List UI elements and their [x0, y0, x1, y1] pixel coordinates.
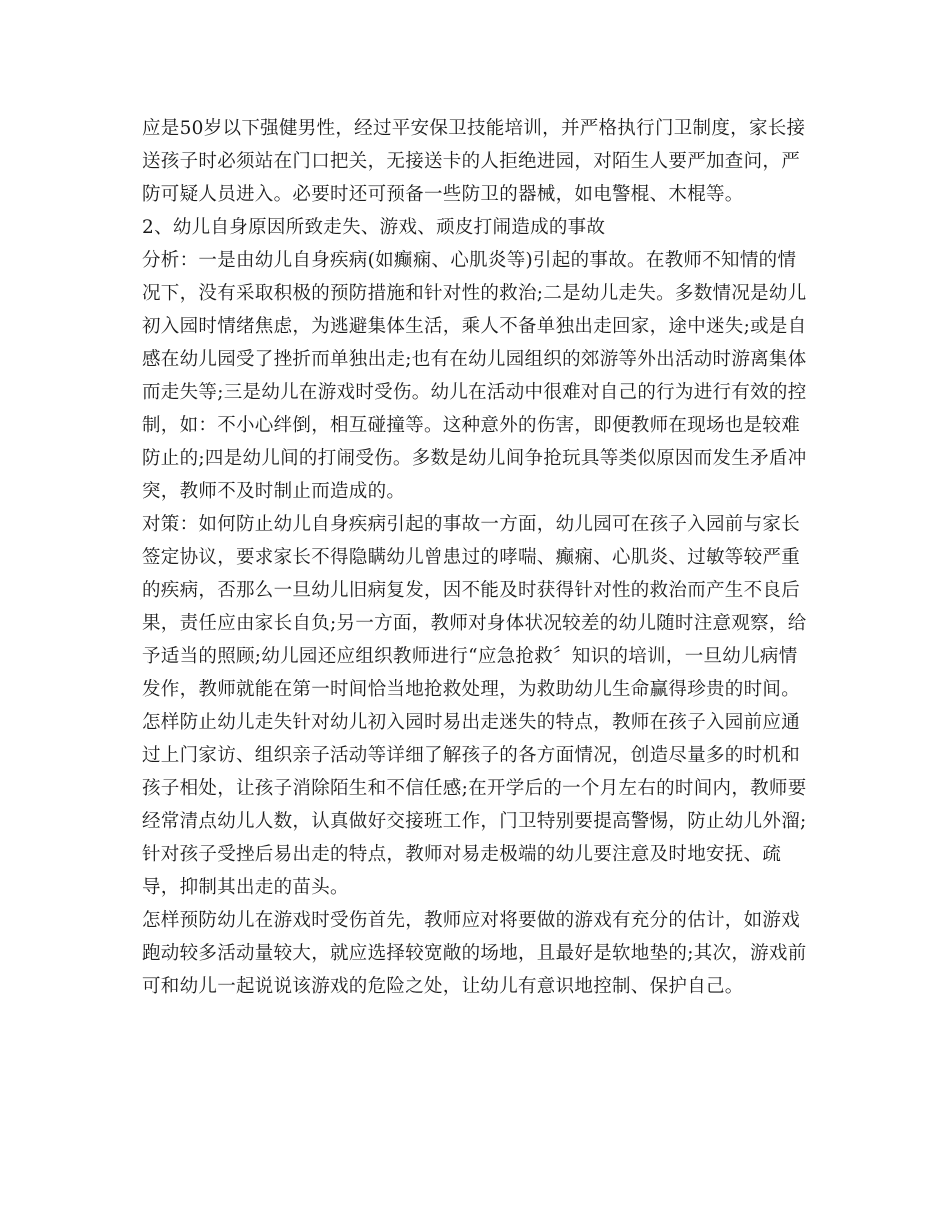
text-line: 过上门家访、组织亲子活动等详细了解孩子的各方面情况，创造尽量多的时机和 [142, 745, 801, 766]
text-line: 孩子相处，让孩子消除陌生和不信任感;在开学后的一个月左右的时间内，教师要 [142, 778, 807, 799]
text-line: 而走失等;三是幼儿在游戏时受伤。幼儿在活动中很难对自己的行为进行有效的控 [142, 382, 807, 403]
text-line: 防止的;四是幼儿间的打闹受伤。多数是幼儿间争抢玩具等类似原因而发生矛盾冲 [142, 448, 807, 469]
text-line: 针对孩子受挫后易出走的特点，教师对易走极端的幼儿要注意及时地安抚、疏 [142, 844, 782, 865]
text-line: 的疾病，否那么一旦幼儿旧病复发，因不能及时获得针对性的救治而产生不良后 [142, 580, 801, 601]
text-line: 应是50岁以下强健男性，经过平安保卫技能培训，并严格执行门卫制度，家长接 [142, 118, 806, 139]
text-line: 况下，没有采取积极的预防措施和针对性的救治;二是幼儿走失。多数情况是幼儿 [142, 283, 807, 304]
document-body [142, 112, 807, 1003]
text-line: 发作，教师就能在第一时间恰当地抢救处理，为救助幼儿生命赢得珍贵的时间。 [142, 679, 801, 700]
text-line: 对策：如何防止幼儿自身疾病引起的事故一方面，幼儿园可在孩子入园前与家长 [142, 514, 801, 535]
text-line: 可和幼儿一起说说该游戏的危险之处，让幼儿有意识地控制、保护自己。 [142, 976, 744, 997]
text-line: 怎样预防幼儿在游戏时受伤首先，教师应对将要做的游戏有充分的估计，如游戏 [142, 910, 801, 931]
text-line: 果，责任应由家长自负;另一方面，教师对身体状况较差的幼儿随时注意观察，给 [142, 613, 807, 634]
text-line: 予适当的照顾;幼儿园还应组织教师进行“应急抢救〞知识的培训，一旦幼儿病情 [142, 646, 798, 667]
text-line: 初入园时情绪焦虑，为逃避集体生活，乘人不备单独出走回家，途中迷失;或是自 [142, 316, 807, 337]
text-line: 防可疑人员进入。必要时还可预备一些防卫的器械，如电警棍、木棍等。 [142, 184, 744, 205]
section-heading: 2、幼儿自身原因所致走失、游戏、顽皮打闹造成的事故 [142, 217, 606, 238]
text-line: 分析：一是由幼儿自身疾病(如癫痫、心肌炎等)引起的事故。在教师不知情的情 [142, 250, 797, 271]
text-line: 导，抑制其出走的苗头。 [142, 877, 349, 898]
text-line: 感在幼儿园受了挫折而单独出走;也有在幼儿园组织的郊游等外出活动时游离集体 [142, 349, 807, 370]
text-line: 签定协议，要求家长不得隐瞒幼儿曾患过的哮喘、癫痫、心肌炎、过敏等较严重 [142, 547, 801, 568]
text-line: 怎样防止幼儿走失针对幼儿初入园时易出走迷失的特点，教师在孩子入园前应通 [142, 712, 801, 733]
text-line: 跑动较多活动量较大，就应选择较宽敞的场地，且最好是软地垫的;其次，游戏前 [142, 943, 807, 964]
text-line: 送孩子时必须站在门口把关，无接送卡的人拒绝进园，对陌生人要严加查问，严 [142, 151, 801, 172]
text-line: 制，如：不小心绊倒，相互碰撞等。这种意外的伤害，即便教师在现场也是较难 [142, 415, 801, 436]
text-line: 突，教师不及时制止而造成的。 [142, 481, 406, 502]
text-line: 经常清点幼儿人数，认真做好交接班工作，门卫特别要提高警惕，防止幼儿外溜; [142, 811, 807, 832]
